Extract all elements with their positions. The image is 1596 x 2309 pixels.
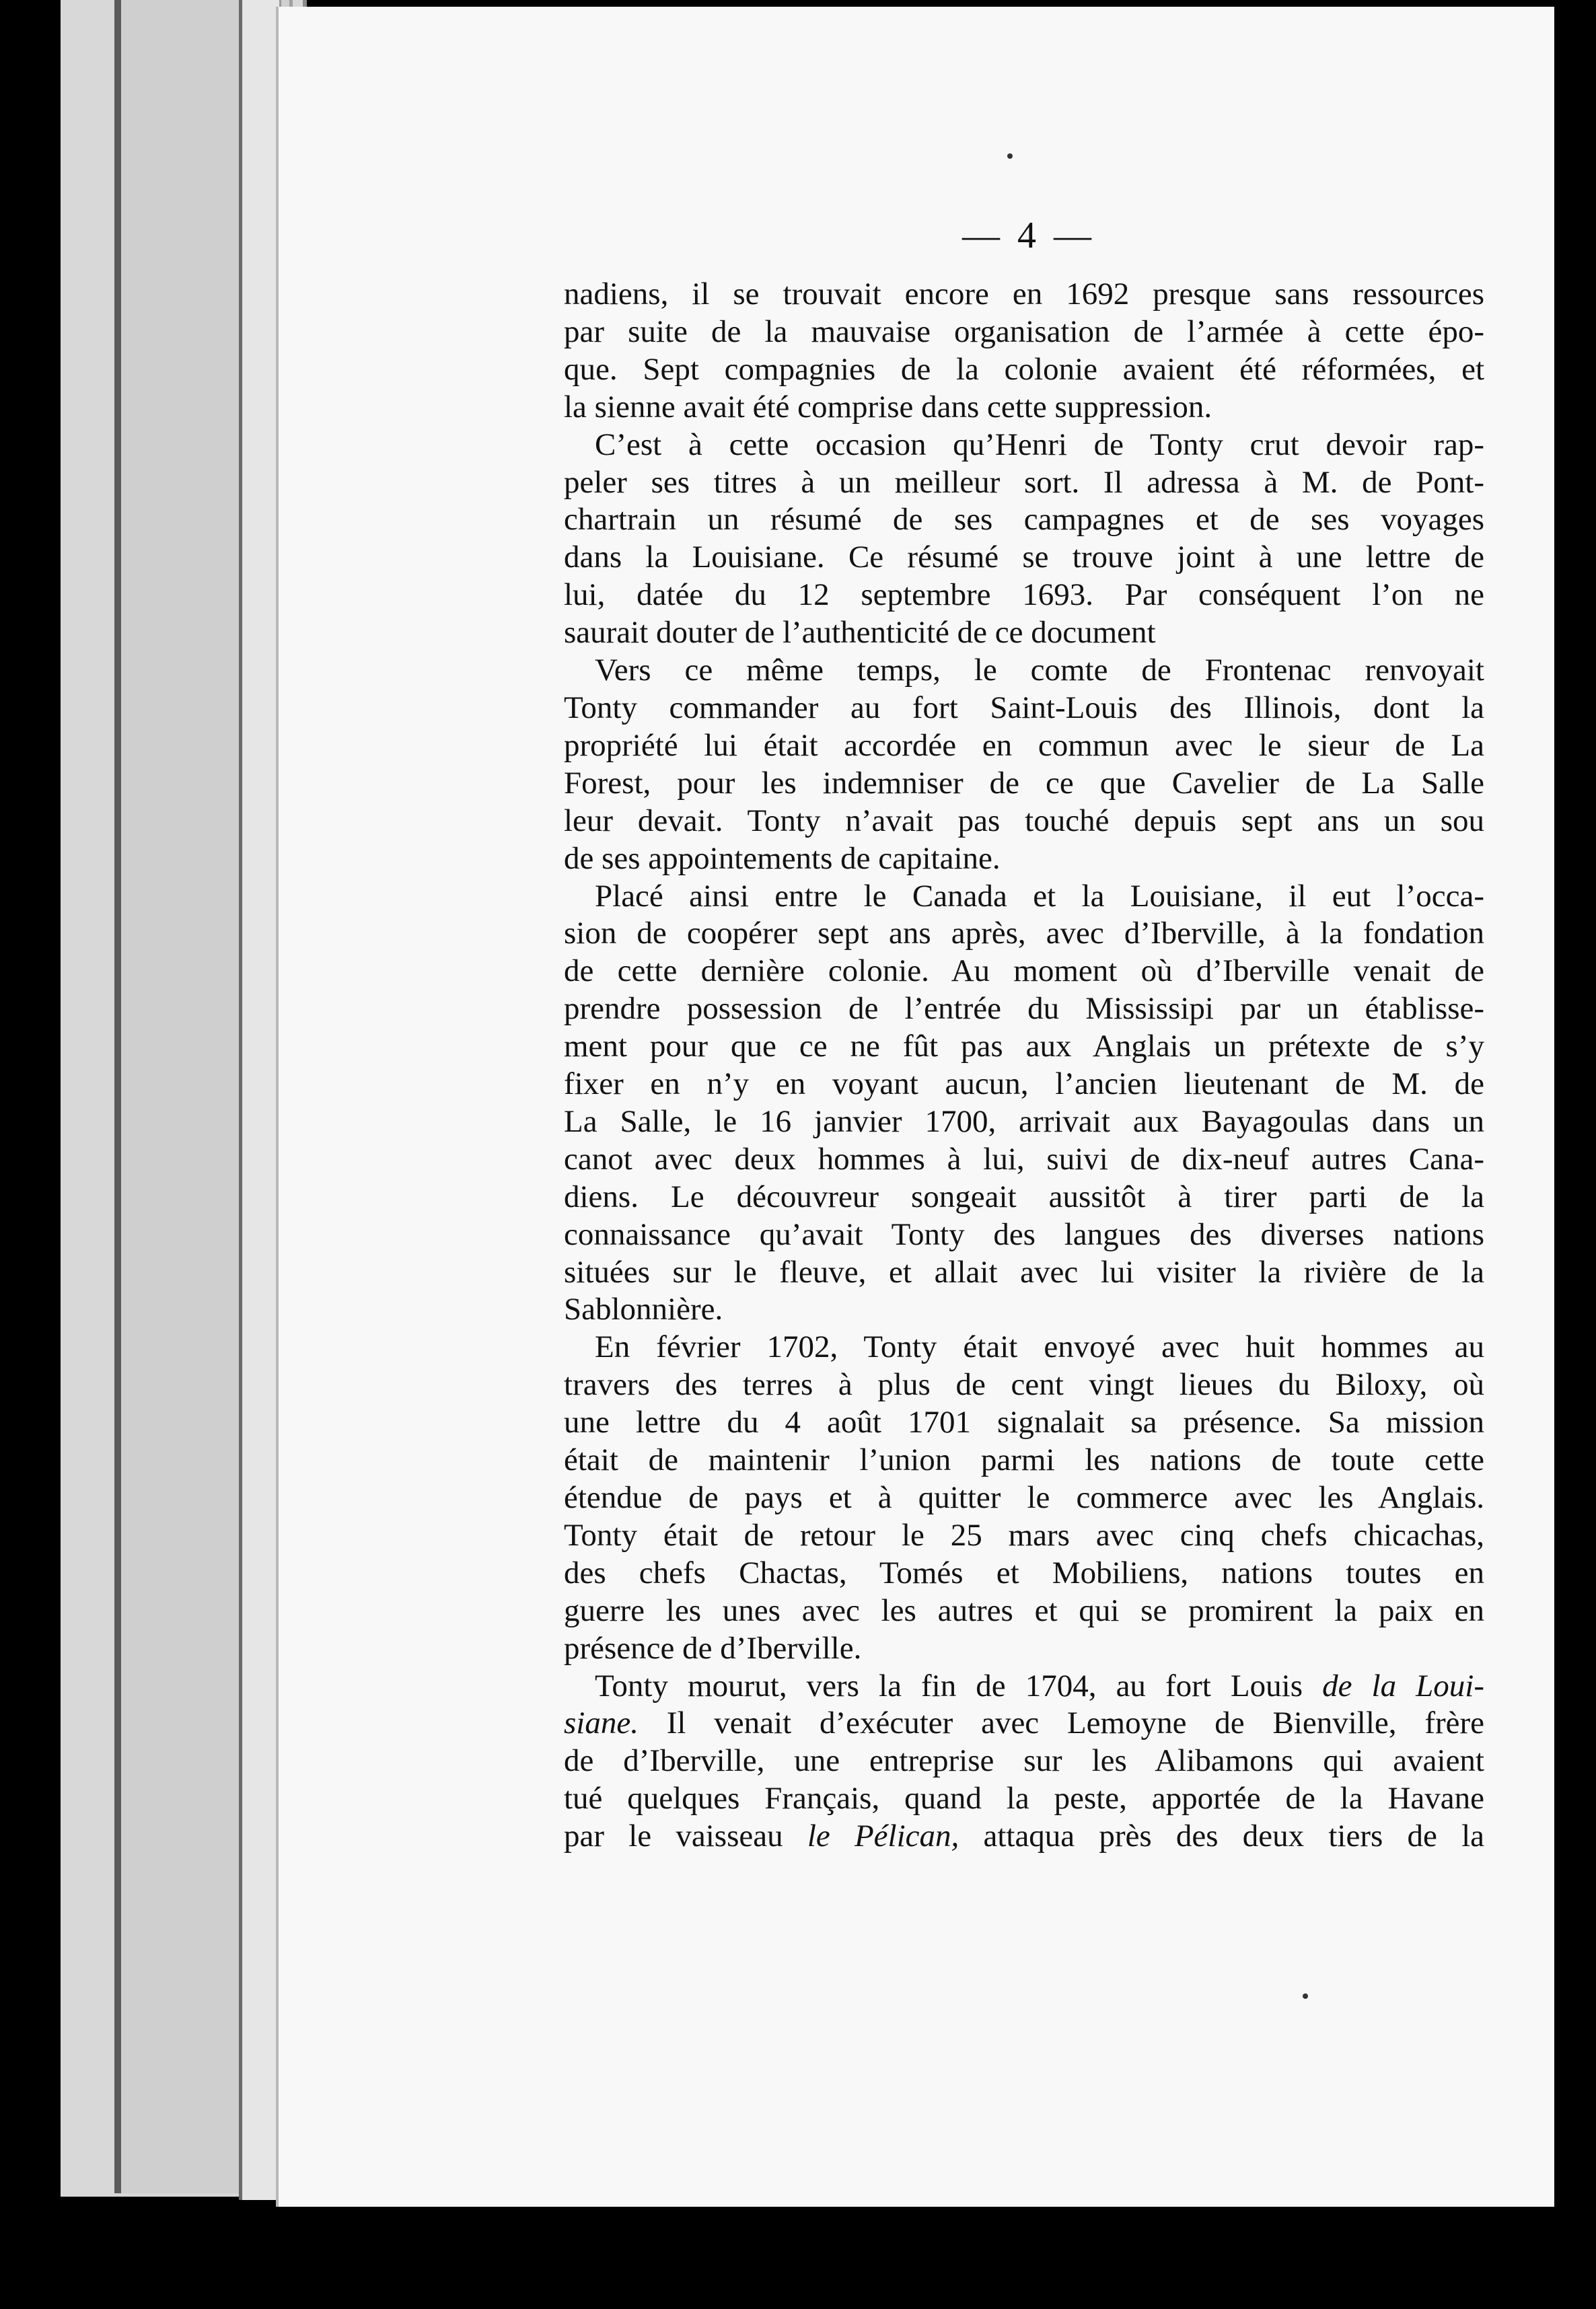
text-line — [564, 1066, 1484, 1103]
page-edge — [239, 0, 281, 2200]
text-run: fixer en n’y en voyant aucun, l’ancien lieutenant de M. de — [564, 1066, 1484, 1102]
text-line — [564, 1254, 1484, 1292]
text-line — [564, 1592, 1484, 1630]
text-line — [564, 953, 1484, 990]
text-run: la sienne avait été comprise dans cette suppression. — [564, 389, 1212, 425]
text-line — [564, 314, 1484, 351]
text-run: de d’Iberville, une entreprise sur les Alibamons qui avaient — [564, 1743, 1484, 1779]
text-run: Sablonnière. — [564, 1292, 723, 1327]
text-run: Forest, pour les indemniser de ce que Cavelier de La Salle — [564, 765, 1484, 801]
body-text — [564, 276, 1484, 1856]
text-line — [564, 427, 1484, 464]
text-line — [564, 464, 1484, 502]
text-run: La Salle, le 16 janvier 1700, arrivait aux Bayagoulas dans un — [564, 1103, 1484, 1139]
text-line — [564, 276, 1484, 314]
text-line — [564, 652, 1484, 690]
text-run: de ses appointements de capitaine. — [564, 840, 1001, 876]
text-line — [564, 1329, 1484, 1366]
text-run: ment pour que ce ne fût pas aux Anglais un prétexte de s’y — [564, 1029, 1484, 1064]
text-line — [564, 1291, 1484, 1329]
text-run: par suite de la mauvaise organisation de l’armée à cette épo- — [564, 314, 1484, 349]
text-run: étendue de pays et à quitter le commerce avec les Anglais. — [564, 1480, 1484, 1515]
text-line — [564, 577, 1484, 614]
text-run: guerre les unes avec les autres et qui se promirent la paix en — [564, 1592, 1484, 1628]
text-run: par le vaisseau — [564, 1819, 807, 1854]
text-run: prendre possession de l’entrée du Mississipi par un établisse- — [564, 991, 1484, 1027]
text-run: de cette dernière colonie. Au moment où d’Iberville venait de — [564, 953, 1484, 989]
text-run: attaqua près des deux tiers de la — [959, 1819, 1484, 1854]
text-line — [564, 765, 1484, 803]
text-line — [564, 539, 1484, 577]
text-line — [564, 1818, 1484, 1856]
text-run: En février 1702, Tonty était envoyé avec huit hommes au — [595, 1329, 1484, 1365]
text-line — [564, 1404, 1484, 1442]
text-line — [564, 1630, 1484, 1668]
text-line — [564, 1517, 1484, 1555]
text-line — [564, 1179, 1484, 1216]
text-line — [564, 840, 1484, 878]
text-run: propriété lui était accordée en commun avec le sieur de La — [564, 727, 1484, 763]
text-run: des chefs Chactas, Tomés et Mobiliens, nations toutes en — [564, 1555, 1484, 1590]
text-line — [564, 389, 1484, 427]
text-line — [564, 1141, 1484, 1179]
text-line — [564, 351, 1484, 389]
text-run: Tonty mourut, vers la fin de 1704, au fort Louis — [595, 1668, 1323, 1703]
text-run: était de maintenir l’union parmi les nations de toute cette — [564, 1442, 1484, 1478]
text-line — [564, 501, 1484, 539]
text-line — [564, 915, 1484, 953]
text-run: travers des terres à plus de cent vingt lieues du Biloxy, où — [564, 1367, 1484, 1403]
text-run: nadiens, il se trouvait encore en 1692 presque sans ressources — [564, 277, 1484, 311]
text-run: Il venait d’exécuter avec Lemoyne de Bienville, frère — [638, 1706, 1484, 1741]
text-line — [564, 1743, 1484, 1780]
text-run: canot avec deux hommes à lui, suivi de dix-neuf autres Cana- — [564, 1141, 1484, 1177]
text-run: peler ses titres à un meilleur sort. Il adressa à M. de Pont- — [564, 464, 1484, 500]
text-line — [564, 614, 1484, 652]
text-run: diens. Le découvreur songeait aussitôt à tirer parti de la — [564, 1179, 1484, 1214]
paper-speck — [1007, 153, 1013, 159]
text-line — [564, 803, 1484, 840]
text-run: sion de coopérer sept ans après, avec d’Iberville, à la fondation — [564, 916, 1484, 951]
text-line — [564, 1216, 1484, 1254]
text-line — [564, 727, 1484, 765]
text-run: Placé ainsi entre le Canada et la Louisiane, il eut l’occa- — [595, 878, 1484, 914]
italic-text: de la Loui- — [1322, 1668, 1484, 1703]
text-run: C’est à cette occasion qu’Henri de Tonty crut devoir rap- — [595, 427, 1484, 462]
text-run: Tonty était de retour le 25 mars avec cinq chefs chicachas, — [564, 1517, 1484, 1553]
text-run: tué quelques Français, quand la peste, apportée de la Havane — [564, 1781, 1484, 1817]
text-line — [564, 1103, 1484, 1141]
text-run: Tonty commander au fort Saint-Louis des Illinois, dont la — [564, 690, 1484, 725]
text-line — [564, 1366, 1484, 1404]
page-number: — 4 — — [962, 215, 1095, 256]
text-run: saurait douter de l’authenticité de ce document — [564, 615, 1156, 651]
text-run: leur devait. Tonty n’avait pas touché depuis sept ans un sou — [564, 803, 1484, 838]
text-run: chartrain un résumé de ses campagnes et de ses voyages — [564, 502, 1484, 538]
italic-text: le Pélican, — [807, 1819, 959, 1854]
text-line — [564, 1028, 1484, 1066]
text-line — [564, 1555, 1484, 1592]
text-run: une lettre du 4 août 1701 signalait sa présence. Sa mission — [564, 1405, 1484, 1440]
text-line — [564, 690, 1484, 727]
text-line — [564, 1479, 1484, 1517]
text-run: dans la Louisiane. Ce résumé se trouve joint à une lettre de — [564, 540, 1484, 575]
text-line — [564, 1780, 1484, 1818]
text-line — [564, 1442, 1484, 1479]
text-line — [564, 1705, 1484, 1743]
text-run: situées sur le fleuve, et allait avec lui visiter la rivière de la — [564, 1254, 1484, 1290]
text-run: que. Sept compagnies de la colonie avaient été réformées, et — [564, 351, 1484, 387]
text-line — [564, 1668, 1484, 1706]
italic-text: siane. — [564, 1706, 639, 1741]
scan-border — [1554, 0, 1596, 2309]
text-run: connaissance qu’avait Tonty des langues des diverses nations — [564, 1216, 1484, 1252]
text-line — [564, 878, 1484, 916]
text-run: lui, datée du 12 septembre 1693. Par conséquent l’on ne — [564, 577, 1484, 613]
text-run: Vers ce même temps, le comte de Frontenac renvoyait — [595, 653, 1484, 688]
paper-speck — [1303, 1993, 1308, 1999]
text-line — [564, 990, 1484, 1028]
text-run: présence de d’Iberville. — [564, 1630, 862, 1666]
